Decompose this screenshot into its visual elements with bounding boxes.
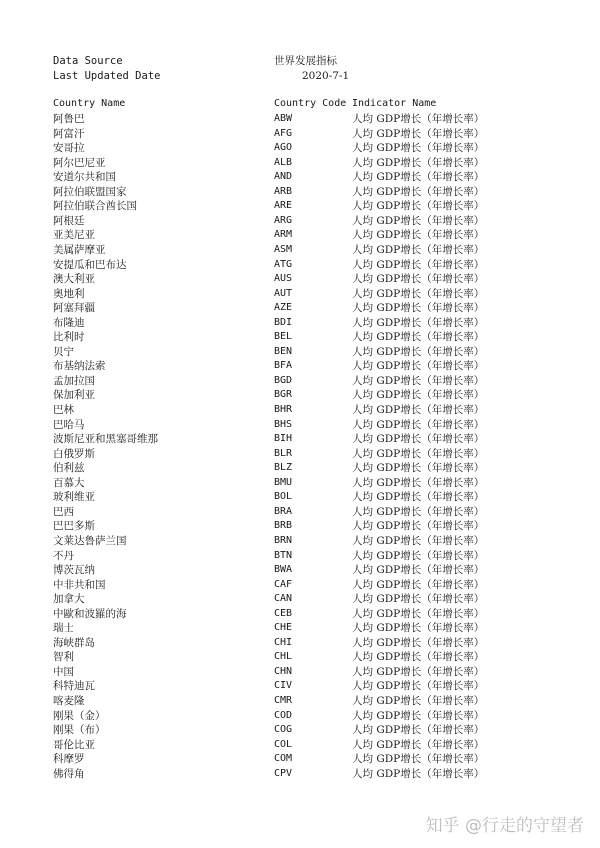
cell-name: 阿鲁巴 [53, 113, 85, 125]
cell-name: 孟加拉国 [53, 374, 95, 387]
table-row [0, 447, 600, 462]
cell-code: COM [274, 753, 293, 765]
cell-code: CEB [274, 607, 293, 619]
table-row [0, 388, 600, 403]
header-indicator-name: Indicator Name [352, 98, 437, 109]
table-row [0, 709, 600, 724]
cell-code: ASM [274, 243, 293, 255]
cell-name: 白俄罗斯 [53, 447, 95, 460]
cell-indicator: 人均 GDP增长（年增长率） [352, 185, 485, 198]
cell-name: 安提瓜和巴布达 [53, 258, 127, 271]
cell-name: 刚果（布） [53, 724, 106, 737]
cell-code: AZE [274, 302, 293, 314]
table-row [0, 636, 600, 651]
cell-name: 安道尔共和国 [53, 171, 116, 184]
cell-code: CMR [274, 695, 293, 706]
cell-indicator: 人均 GDP增长（年增长率） [352, 200, 485, 213]
table-row [0, 505, 600, 520]
cell-indicator: 人均 GDP增长（年增长率） [352, 214, 485, 227]
cell-code: BEL [274, 331, 293, 343]
cell-indicator: 人均 GDP增长（年增长率） [352, 709, 485, 722]
cell-code: AGO [274, 142, 293, 154]
table-row [0, 563, 600, 578]
cell-code: ARM [274, 229, 293, 241]
cell-code: CHI [274, 636, 293, 648]
cell-name: 阿根廷 [53, 214, 85, 227]
table-row [0, 272, 600, 287]
table-row [0, 127, 600, 142]
table-row [0, 418, 600, 433]
table-row [0, 243, 600, 258]
cell-indicator: 人均 GDP增长（年增长率） [352, 491, 485, 504]
cell-name: 海峡群岛 [53, 636, 95, 649]
cell-name: 不丹 [53, 549, 74, 562]
table-row [0, 767, 600, 782]
cell-name: 阿富汗 [53, 127, 85, 140]
cell-name: 伯利兹 [53, 462, 85, 475]
cell-name: 瑞士 [53, 622, 74, 635]
cell-code: AUT [274, 287, 293, 299]
table-row [0, 403, 600, 418]
table-row [0, 723, 600, 738]
table-row [0, 694, 600, 709]
cell-code: CHE [274, 622, 293, 634]
table-row [0, 476, 600, 491]
cell-code: BRA [274, 505, 293, 517]
table-row [0, 621, 600, 636]
cell-indicator: 人均 GDP增长（年增长率） [352, 636, 485, 649]
table-row [0, 185, 600, 200]
cell-indicator: 人均 GDP增长（年增长率） [352, 229, 485, 242]
cell-code: BGD [274, 374, 293, 386]
table-row [0, 752, 600, 767]
cell-indicator: 人均 GDP增长（年增长率） [352, 665, 485, 678]
cell-indicator: 人均 GDP增长（年增长率） [352, 243, 485, 256]
cell-code: BMU [274, 476, 293, 488]
table-row [0, 345, 600, 360]
cell-name: 巴西 [53, 505, 74, 518]
cell-code: ARE [274, 200, 293, 212]
cell-name: 佛得角 [53, 767, 85, 780]
cell-code: COL [274, 738, 293, 750]
cell-name: 科特迪瓦 [53, 680, 95, 693]
cell-code: COD [274, 709, 293, 721]
cell-indicator: 人均 GDP增长（年增长率） [352, 258, 485, 271]
cell-name: 哥伦比亚 [53, 738, 95, 751]
table-row [0, 228, 600, 243]
table-row [0, 650, 600, 665]
table-row [0, 330, 600, 345]
cell-name: 贝宁 [53, 345, 74, 358]
cell-name: 巴哈马 [53, 418, 85, 431]
cell-code: AFG [274, 127, 293, 139]
cell-code: CPV [274, 767, 293, 779]
cell-name: 美属萨摩亚 [53, 243, 106, 256]
header-country-name: Country Name [53, 98, 126, 109]
table-row [0, 112, 600, 127]
table-row [0, 461, 600, 476]
cell-indicator: 人均 GDP增长（年增长率） [352, 127, 485, 140]
cell-code: CHL [274, 651, 293, 663]
cell-name: 科摩罗 [53, 753, 85, 766]
cell-code: BRB [274, 520, 293, 532]
table-row [0, 170, 600, 185]
cell-indicator: 人均 GDP增长（年增长率） [352, 142, 485, 155]
cell-indicator: 人均 GDP增长（年增长率） [352, 360, 485, 373]
cell-name: 巴林 [53, 404, 74, 416]
cell-code: BOL [274, 491, 293, 503]
cell-name: 安哥拉 [53, 142, 85, 155]
cell-indicator: 人均 GDP增长（年增长率） [352, 738, 485, 751]
cell-code: COG [274, 724, 293, 736]
cell-indicator: 人均 GDP增长（年增长率） [352, 447, 485, 460]
cell-name: 波斯尼亚和黑塞哥维那 [53, 433, 158, 446]
data-source-label: Data Source [53, 55, 123, 67]
table-row [0, 490, 600, 505]
cell-indicator: 人均 GDP增长（年增长率） [352, 607, 485, 620]
table-row [0, 359, 600, 374]
cell-name: 玻利维亚 [53, 491, 95, 504]
cell-code: ABW [274, 113, 293, 124]
cell-indicator: 人均 GDP增长（年增长率） [352, 564, 485, 577]
header-country-code: Country Code [274, 98, 347, 109]
cell-name: 智利 [53, 651, 74, 664]
cell-name: 文莱达鲁萨兰国 [53, 534, 127, 547]
cell-name: 阿塞拜疆 [53, 302, 95, 315]
cell-indicator: 人均 GDP增长（年增长率） [352, 345, 485, 358]
cell-code: BTN [274, 549, 293, 561]
cell-name: 比利时 [53, 331, 85, 344]
cell-code: ARB [274, 185, 293, 197]
table-row [0, 679, 600, 694]
cell-indicator: 人均 GDP增长（年增长率） [352, 549, 485, 562]
table-row [0, 258, 600, 273]
table-row [0, 549, 600, 564]
cell-name: 中歐和波羅的海 [53, 607, 127, 620]
cell-indicator: 人均 GDP增长（年增长率） [352, 316, 485, 329]
cell-name: 阿拉伯联合酋长国 [53, 200, 137, 213]
table-row [0, 534, 600, 549]
cell-code: BHR [274, 404, 293, 415]
cell-indicator: 人均 GDP增长（年增长率） [352, 505, 485, 518]
cell-indicator: 人均 GDP增长（年增长率） [352, 695, 485, 707]
cell-indicator: 人均 GDP增长（年增长率） [352, 767, 485, 780]
cell-code: BLZ [274, 462, 293, 474]
table-row [0, 738, 600, 753]
cell-code: CAN [274, 593, 293, 605]
cell-name: 布隆迪 [53, 316, 85, 329]
cell-code: BRN [274, 534, 293, 546]
table-row [0, 287, 600, 302]
cell-name: 澳大利亚 [53, 273, 95, 286]
cell-indicator: 人均 GDP增长（年增长率） [352, 389, 485, 402]
cell-name: 亚美尼亚 [53, 229, 95, 242]
cell-code: BHS [274, 418, 293, 430]
cell-indicator: 人均 GDP增长（年增长率） [352, 622, 485, 635]
cell-indicator: 人均 GDP增长（年增长率） [352, 651, 485, 664]
table-row [0, 214, 600, 229]
cell-code: BDI [274, 316, 293, 328]
watermark: 知乎 @行走的守望者 [425, 816, 584, 836]
cell-code: CIV [274, 680, 293, 692]
table-row [0, 607, 600, 622]
cell-indicator: 人均 GDP增长（年增长率） [352, 520, 485, 533]
cell-code: CAF [274, 578, 293, 590]
cell-indicator: 人均 GDP增长（年增长率） [352, 724, 485, 737]
cell-indicator: 人均 GDP增长（年增长率） [352, 287, 485, 300]
cell-name: 奥地利 [53, 287, 85, 300]
cell-indicator: 人均 GDP增长（年增长率） [352, 593, 485, 606]
cell-indicator: 人均 GDP增长（年增长率） [352, 113, 485, 125]
cell-name: 阿尔巴尼亚 [53, 156, 106, 169]
cell-code: BWA [274, 564, 293, 576]
cell-code: BLR [274, 447, 293, 459]
cell-indicator: 人均 GDP增长（年增长率） [352, 433, 485, 446]
cell-name: 保加利亚 [53, 389, 95, 402]
table-row [0, 665, 600, 680]
cell-code: ALB [274, 156, 293, 168]
cell-code: BEN [274, 345, 293, 357]
cell-indicator: 人均 GDP增长（年增长率） [352, 462, 485, 475]
table-header [0, 97, 600, 112]
cell-indicator: 人均 GDP增长（年增长率） [352, 273, 485, 286]
cell-indicator: 人均 GDP增长（年增长率） [352, 476, 485, 489]
cell-name: 刚果（金） [53, 709, 106, 722]
table-row [0, 141, 600, 156]
cell-name: 喀麦隆 [53, 695, 85, 707]
cell-name: 巴巴多斯 [53, 520, 95, 533]
cell-code: AND [274, 171, 293, 183]
cell-indicator: 人均 GDP增长（年增长率） [352, 753, 485, 766]
cell-indicator: 人均 GDP增长（年增长率） [352, 404, 485, 416]
cell-name: 阿拉伯联盟国家 [53, 185, 127, 198]
cell-name: 中非共和国 [53, 578, 106, 591]
cell-indicator: 人均 GDP增长（年增长率） [352, 171, 485, 184]
cell-indicator: 人均 GDP增长（年增长率） [352, 374, 485, 387]
table-row [0, 199, 600, 214]
cell-indicator: 人均 GDP增长（年增长率） [352, 331, 485, 344]
cell-code: CHN [274, 665, 293, 677]
table-row [0, 316, 600, 331]
cell-name: 加拿大 [53, 593, 85, 606]
cell-indicator: 人均 GDP增长（年增长率） [352, 680, 485, 693]
cell-indicator: 人均 GDP增长（年增长率） [352, 302, 485, 315]
cell-name: 中国 [53, 665, 74, 678]
cell-indicator: 人均 GDP增长（年增长率） [352, 534, 485, 547]
data-source-value: 世界发展指标 [274, 55, 337, 67]
table-row [0, 374, 600, 389]
table-row [0, 432, 600, 447]
cell-name: 布基纳法索 [53, 360, 106, 373]
cell-code: BGR [274, 389, 293, 401]
cell-indicator: 人均 GDP增长（年增长率） [352, 578, 485, 591]
cell-indicator: 人均 GDP增长（年增长率） [352, 418, 485, 431]
table-row [0, 301, 600, 316]
cell-indicator: 人均 GDP增长（年增长率） [352, 156, 485, 169]
cell-name: 博茨瓦纳 [53, 564, 95, 577]
cell-name: 百慕大 [53, 476, 85, 489]
table-row [0, 519, 600, 534]
cell-code: BIH [274, 433, 293, 445]
table-row [0, 578, 600, 593]
last-updated-value: 2020-7-1 [302, 70, 350, 82]
table-row [0, 156, 600, 171]
cell-code: AUS [274, 273, 293, 285]
cell-code: ATG [274, 258, 293, 270]
cell-code: ARG [274, 214, 293, 226]
last-updated-label: Last Updated Date [53, 70, 161, 82]
table-row [0, 592, 600, 607]
cell-code: BFA [274, 360, 293, 372]
